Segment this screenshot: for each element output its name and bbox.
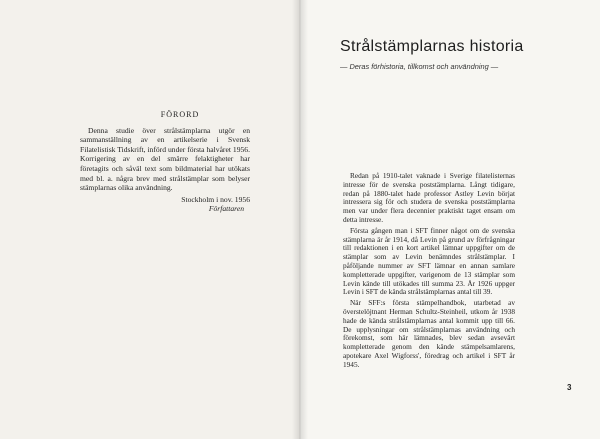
foreword-section	[80, 110, 250, 214]
foreword-author: Författaren	[208, 204, 244, 214]
book-gutter	[292, 0, 308, 439]
page-subtitle: — Deras förhistoria, tillkomst och användning —	[340, 62, 499, 71]
paragraph: Första gången man i SFT finner något om de svenska stämplarna är år 1914, då Levin på grund av förfrågningar till redaktionen i en kort artikel lämnar uppgifter om de stämplar som av Levin benämndes strålstämplar. I påföljande nummer av SFT lämnar en annan samlare kompletterade uppgifter, varigenom de 13 stämplar som Levin kände till utökades till summa 23. År 1926 uppger Levin i SFT de kända strålstämplarnas antal till 39.	[343, 225, 515, 297]
paragraph: När SFF:s första stämpelhandbok, utarbetad av överstelöjtnant Herman Schultz-Steinheil, utkom år 1938 hade de kända strålstämplarnas antal kommit upp till 66. De upplysningar om strålstämplarnas användning och förekomst, som här lämnades, blev sedan avsevärt kompletterade genom den kände stämpelsamlarens, apotekare Axel Wigforss', föredrag och artikel i SFT år 1945.	[343, 298, 515, 369]
foreword-title: FÖRORD	[160, 110, 200, 119]
paragraph: Redan på 1910-talet vaknade i Sverige filatelisternas intresse för de svenska poststämplarna. Långt tidigare, redan på 1880-talet hade professor Astley Levin börjat intressera sig för och studera de svenska poststämplarna men var under flera decennier praktiskt taget ensam om detta intresse.	[343, 171, 515, 224]
foreword-body: Denna studie över strålstämplarna utgör en sammanställning av en artikelserie i Svensk Filatelistisk Tidskrift, införd under första halvåret 1956. Korrigering av en del smärre felaktigheter har företagits och såväl text som bildmaterial har utökats med bl. a. några brev med strålstämplar som belyser stämplarnas olika användning.	[80, 125, 250, 193]
page-title: Strålstämplarnas historia	[340, 38, 524, 55]
history-text	[343, 172, 515, 372]
foreword-signature: Stockholm i nov. 1956	[181, 194, 250, 204]
page-number: 3	[567, 383, 572, 392]
